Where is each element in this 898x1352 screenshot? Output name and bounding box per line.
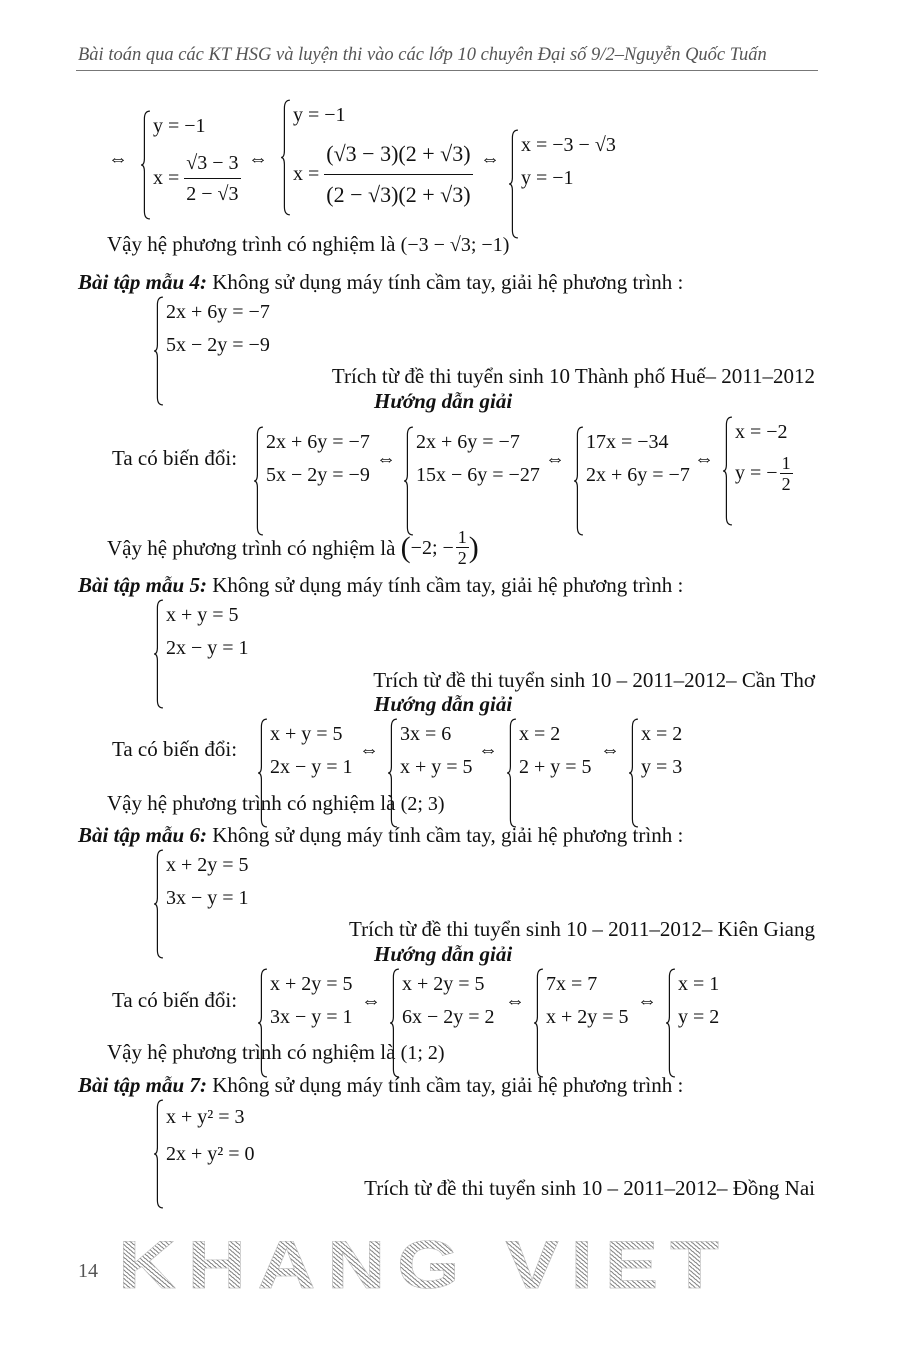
equation-system [140, 110, 241, 220]
running-header: Bài toán qua các KT HSG và luyện thi vào các lớp 10 chuyên Đại số 9/2–Nguyễn Quốc Tuấn [78, 45, 767, 65]
exercise-prompt: Không sử dụng máy tính cầm tay, giải hệ phương trình : [206, 823, 684, 847]
exercise-7-heading [78, 1073, 683, 1097]
conclusion [107, 232, 509, 257]
source-citation: Trích từ đề thi tuyển sinh 10 – 2011–2012– Đồng Nai [364, 1176, 815, 1200]
step-system [722, 416, 793, 526]
conclusion-text: Vậy hệ phương trình có nghiệm là [107, 791, 396, 815]
fraction [780, 453, 793, 494]
equation-lhs: x = [153, 166, 180, 189]
exercise-5-heading [78, 573, 683, 597]
numerator: √3 − 3 [184, 148, 240, 179]
exercise-4-heading [78, 270, 683, 294]
equation-system [280, 99, 473, 216]
transform-label: Ta có biến đổi: [112, 737, 238, 761]
conclusion [107, 791, 445, 816]
header-rule [76, 70, 818, 71]
equiv-symbol: ⇔ [505, 990, 525, 1012]
exercise-title: Bài tập mẫu 5: [78, 573, 207, 597]
exercise-prompt: Không sử dụng máy tính cầm tay, giải hệ phương trình : [206, 270, 684, 294]
brace [573, 426, 584, 536]
brace [153, 296, 164, 406]
brace [153, 599, 164, 709]
equiv-symbol: ⇔ [108, 148, 128, 170]
equiv-symbol: ⇔ [545, 448, 565, 470]
answer: (1; 2) [400, 1042, 445, 1064]
equation-row: x = −3 − √3 [521, 134, 616, 156]
exercise-6-heading [78, 823, 683, 847]
equation-row: x + 2y = 5 [402, 973, 485, 995]
exercise-prompt: Không sử dụng máy tính cầm tay, giải hệ phương trình : [206, 573, 684, 597]
equation-row: x + 2y = 5 [546, 1006, 629, 1028]
answer: (2; 3) [400, 793, 445, 815]
equation-row: x + y² = 3 [166, 1106, 245, 1128]
equation-row: 17x = −34 [586, 431, 669, 453]
equation-row: 7x = 7 [546, 973, 598, 995]
brace [506, 718, 517, 828]
equation-row: y = 3 [641, 756, 683, 778]
step-system [506, 718, 592, 828]
paren: ) [468, 530, 479, 564]
equation-row: 5x − 2y = −9 [166, 334, 270, 356]
equiv-symbol: ⇔ [600, 739, 620, 761]
brace [665, 968, 676, 1078]
fraction [184, 148, 240, 209]
solution-heading: Hướng dẫn giải [374, 692, 513, 716]
conclusion [107, 527, 479, 568]
solution-heading: Hướng dẫn giải [374, 389, 513, 413]
equation-row: 15x − 6y = −27 [416, 464, 540, 486]
equiv-symbol: ⇔ [637, 990, 657, 1012]
equiv-symbol: ⇔ [361, 990, 381, 1012]
publisher-watermark: KHANG VIET [118, 1227, 731, 1303]
step-system [628, 718, 682, 828]
equiv-symbol: ⇔ [359, 739, 379, 761]
denominator: 2 [781, 473, 791, 494]
exercise-title: Bài tập mẫu 4: [78, 270, 207, 294]
equation-row: x = 2 [641, 723, 683, 745]
step-system [533, 968, 629, 1078]
step-system [253, 426, 370, 536]
step-system [403, 426, 540, 536]
equation-row: x = −2 [735, 421, 788, 443]
equation-row: x + 2y = 5 [166, 854, 249, 876]
equiv-symbol: ⇔ [376, 448, 396, 470]
problem-system [153, 599, 249, 709]
transform-label: Ta có biến đổi: [112, 446, 238, 470]
equation-row: 3x − y = 1 [166, 887, 249, 909]
brace [403, 426, 414, 536]
equation-row: 3x − y = 1 [270, 1006, 353, 1028]
exercise-title: Bài tập mẫu 6: [78, 823, 207, 847]
equiv-symbol: ⇔ [248, 148, 268, 170]
equation-row: y = −1 [521, 167, 574, 189]
equiv-symbol: ⇔ [480, 148, 500, 170]
equation-system [508, 129, 616, 239]
denominator: 2 [457, 548, 467, 568]
equation-lhs: x = [293, 162, 320, 185]
solution-heading: Hướng dẫn giải [374, 942, 513, 966]
equiv-symbol: ⇔ [694, 448, 714, 470]
equation-row: 2x + 6y = −7 [166, 301, 270, 323]
brace [722, 416, 733, 526]
equation-row: x + y = 5 [400, 756, 473, 778]
equation-row: 3x = 6 [400, 723, 452, 745]
equation-row: 2 + y = 5 [519, 756, 592, 778]
brace [153, 849, 164, 959]
source-citation: Trích từ đề thi tuyển sinh 10 – 2011–2012– Kiên Giang [349, 917, 815, 941]
brace [628, 718, 639, 828]
equation-row: 5x − 2y = −9 [266, 464, 370, 486]
equiv-symbol: ⇔ [478, 739, 498, 761]
paren: ( [400, 530, 411, 564]
conclusion-text: Vậy hệ phương trình có nghiệm là [107, 535, 396, 560]
exercise-title: Bài tập mẫu 7: [78, 1073, 207, 1097]
brace [280, 99, 291, 216]
equation-row: 2x + 6y = −7 [416, 431, 520, 453]
equation-row: x + y = 5 [270, 723, 343, 745]
step-system [573, 426, 690, 536]
brace [253, 426, 264, 536]
equation-row: x + y = 5 [166, 604, 239, 626]
answer: (−3 − √3; −1) [400, 234, 510, 256]
problem-system [153, 1099, 255, 1209]
equation-row: 6x − 2y = 2 [402, 1006, 495, 1028]
problem-system [153, 849, 249, 959]
source-citation: Trích từ đề thi tuyển sinh 10 Thành phố Huế– 2011–2012 [331, 364, 815, 388]
answer: −2; − [410, 536, 454, 559]
denominator: 2 − √3 [186, 182, 239, 205]
conclusion-text: Vậy hệ phương trình có nghiệm là [107, 232, 396, 256]
brace [533, 968, 544, 1078]
fraction [324, 134, 472, 215]
numerator: (√3 − 3)(2 + √3) [324, 134, 472, 175]
conclusion [107, 1040, 445, 1065]
equation-row: x + 2y = 5 [270, 973, 353, 995]
page-number: 14 [78, 1260, 98, 1282]
equation-row: 2x + 6y = −7 [586, 464, 690, 486]
equation-row: y = 2 [678, 1006, 720, 1028]
equation-lhs: y = − [735, 462, 778, 484]
numerator: 1 [457, 527, 467, 547]
problem-system [153, 296, 270, 406]
exercise-prompt: Không sử dụng máy tính cầm tay, giải hệ phương trình : [206, 1073, 684, 1097]
brace [140, 110, 151, 220]
step-system [665, 968, 719, 1078]
equation-row: 2x + 6y = −7 [266, 431, 370, 453]
equation-row: 2x − y = 1 [166, 637, 249, 659]
equation-row: x = 2 [519, 723, 561, 745]
equation-row: 2x − y = 1 [270, 756, 353, 778]
brace [508, 129, 519, 239]
numerator: 1 [781, 452, 791, 473]
equation-row: x = 1 [678, 973, 720, 995]
source-citation: Trích từ đề thi tuyển sinh 10 – 2011–2012– Cần Thơ [373, 668, 815, 692]
equation-row: y = −1 [153, 115, 206, 137]
conclusion-text: Vậy hệ phương trình có nghiệm là [107, 1040, 396, 1064]
transform-label: Ta có biến đổi: [112, 988, 238, 1012]
denominator: (2 − √3)(2 + √3) [326, 181, 471, 207]
equation-row: y = −1 [293, 104, 346, 126]
fraction [456, 527, 469, 568]
brace [153, 1099, 164, 1209]
equation-row: 2x + y² = 0 [166, 1143, 255, 1165]
